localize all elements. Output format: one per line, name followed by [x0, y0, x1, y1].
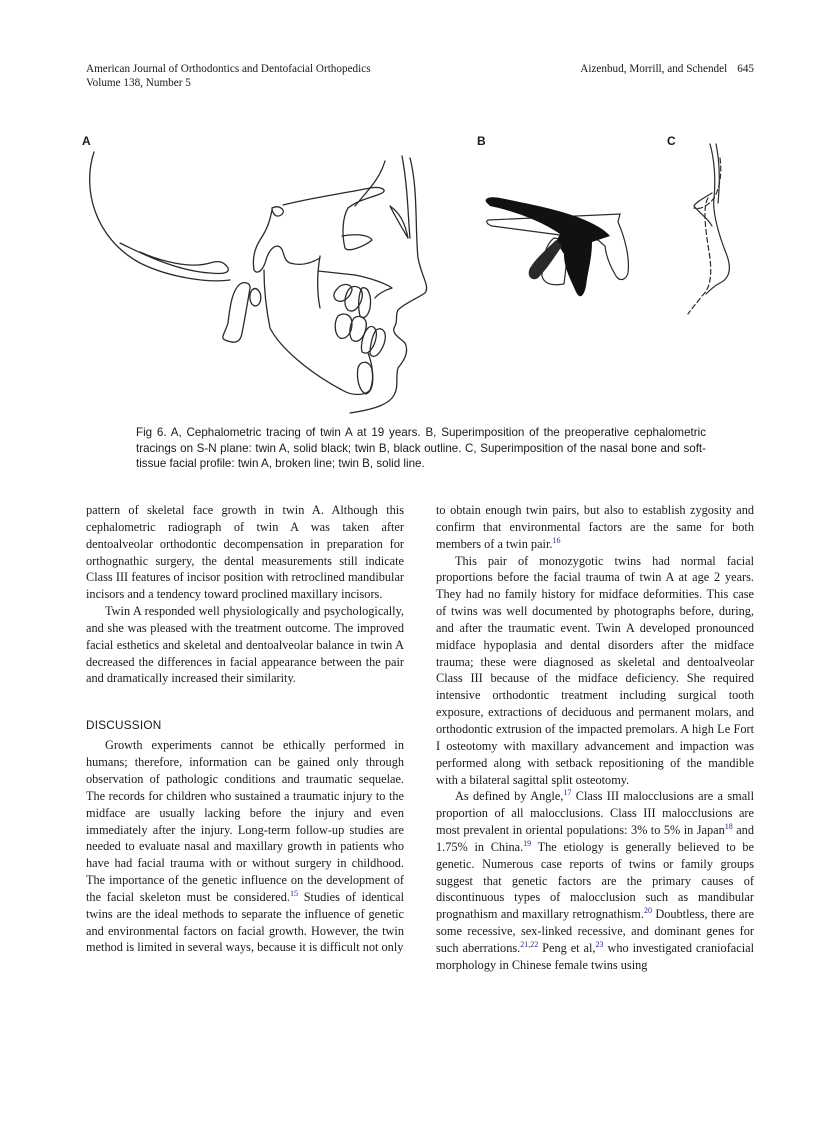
reference-link[interactable]: 18 — [724, 822, 733, 832]
reference-link[interactable]: 16 — [552, 535, 561, 545]
figure-6 — [80, 128, 760, 418]
text-run: and 1.75% in China. — [436, 823, 754, 854]
text-run: Growth experiments cannot be ethically performed in humans; therefore, information can be gained only through observation of pathologic conditions and traumatic sequelae. The records for children who sustained a traumatic injury to the midface are usually lacking before the injury and even immediately after the injury. Long-term follow-up studies are needed to evaluate nasal and maxillary growth in patients who have had facial trauma with or without surgery in childhood. The importance of the genetic influence on the development of the facial skeleton must be considered. — [86, 738, 404, 904]
panel-label-b: B — [477, 134, 486, 148]
paragraph — [86, 737, 404, 956]
journal-info — [86, 62, 371, 90]
reference-link[interactable]: 19 — [523, 838, 532, 848]
journal-title: American Journal of Orthodontics and Dentofacial Orthopedics — [86, 63, 371, 75]
left-column — [86, 502, 404, 956]
panel-label-c: C — [667, 134, 676, 148]
text-run: Peng et al, — [538, 940, 596, 955]
authors: Aizenbud, Morrill, and Schendel — [580, 63, 728, 75]
page-number: 645 — [737, 63, 754, 75]
profile-superimposition-c — [680, 138, 760, 338]
reference-link[interactable]: 21,22 — [520, 939, 539, 949]
reference-link[interactable]: 17 — [563, 788, 572, 798]
text-run: to obtain enough twin pairs, but also to establish zygosity and confirm that environmental factors are the same for both members of a twin pair. — [436, 503, 754, 551]
text-run: who investigated craniofacial morphology in Chinese female twins using — [436, 940, 754, 972]
text-run: Studies of identical twins are the ideal methods to separate the influence of genetic and environmental factors on facial growth. However, the twin method is limited in several ways, because it is difficult not only — [86, 889, 404, 955]
reference-link[interactable]: 15 — [289, 888, 298, 898]
journal-volume: Volume 138, Number 5 — [86, 77, 191, 89]
paragraph: This pair of monozygotic twins had normal facial proportions before the facial trauma of twin A at age 2 years. They had no family history for midface deformities. This case of twins was well documented by photographs before, during, and after the traumatic event. Twin A developed pronounced midface hypoplasia and dental disorders after the midface trauma; these were diagnosed as skeletal and dentoalveolar Class III because of the midface deficiency. She required intensive orthodontic treatment including surgical tooth exposure, extractions of deciduous and permanent molars, and orthodontic extrusion of the impacted premolars. A high Le Fort I osteotomy with maxillary advancement and impaction was performed along with setback repositioning of the mandible with a bilateral sagittal split osteotomy. — [436, 553, 754, 787]
right-column — [436, 502, 754, 974]
paragraph: Twin A responded well physiologically and psychologically, and she was pleased with the treatment outcome. The improved facial esthetics and skeletal and dentoalveolar balance in twin A decreased the differences in facial appearance between the pair and dramatically increased their similarity. — [86, 604, 404, 686]
superimposition-tracing-b — [480, 158, 650, 318]
text-run: Class III malocclusions are a small proportion of all malocclusions. Class III malocclusions are most prevalent in oriental populations: 3% to 5% in Japan — [436, 789, 754, 838]
text-run: Doubtless, there are some recessive, sex-linked recessive, and dominant genes for such aberrations. — [436, 907, 754, 955]
section-heading-discussion: DISCUSSION — [86, 718, 162, 733]
reference-link[interactable]: 20 — [643, 906, 652, 916]
paragraph — [436, 502, 754, 553]
panel-label-a: A — [82, 134, 91, 148]
paragraph: pattern of skeletal face growth in twin A. Although this cephalometric radiograph of twin A was taken after dentoalveolar orthodontic decompensation in preparation for orthognathic surgery, the dental measurements still indicate Class III features of incisor position with retroclined mandibular incisors and a tendency toward proclined maxillary incisors. — [86, 503, 404, 602]
author-page — [580, 62, 754, 76]
reference-link[interactable]: 23 — [595, 939, 604, 949]
text-run: As defined by Angle, — [455, 789, 564, 804]
cephalometric-tracing-a — [80, 128, 440, 418]
text-run: The etiology is generally believed to be genetic. Numerous case reports of twins or family groups suggest that genetic factors are the primary causes of discontinuous types of malocclusion such as mandibular prognathism and maxillary retrognathism. — [436, 839, 754, 922]
figure-caption: Fig 6. A, Cephalometric tracing of twin A at 19 years. B, Superimposition of the preoperative cephalometric tracings on S-N plane: twin A, solid black; twin B, black outline. C, Superimposition of the nasal bone and soft-tissue facial profile: twin A, broken line; twin B, solid line. — [136, 426, 706, 470]
paragraph — [436, 788, 754, 973]
